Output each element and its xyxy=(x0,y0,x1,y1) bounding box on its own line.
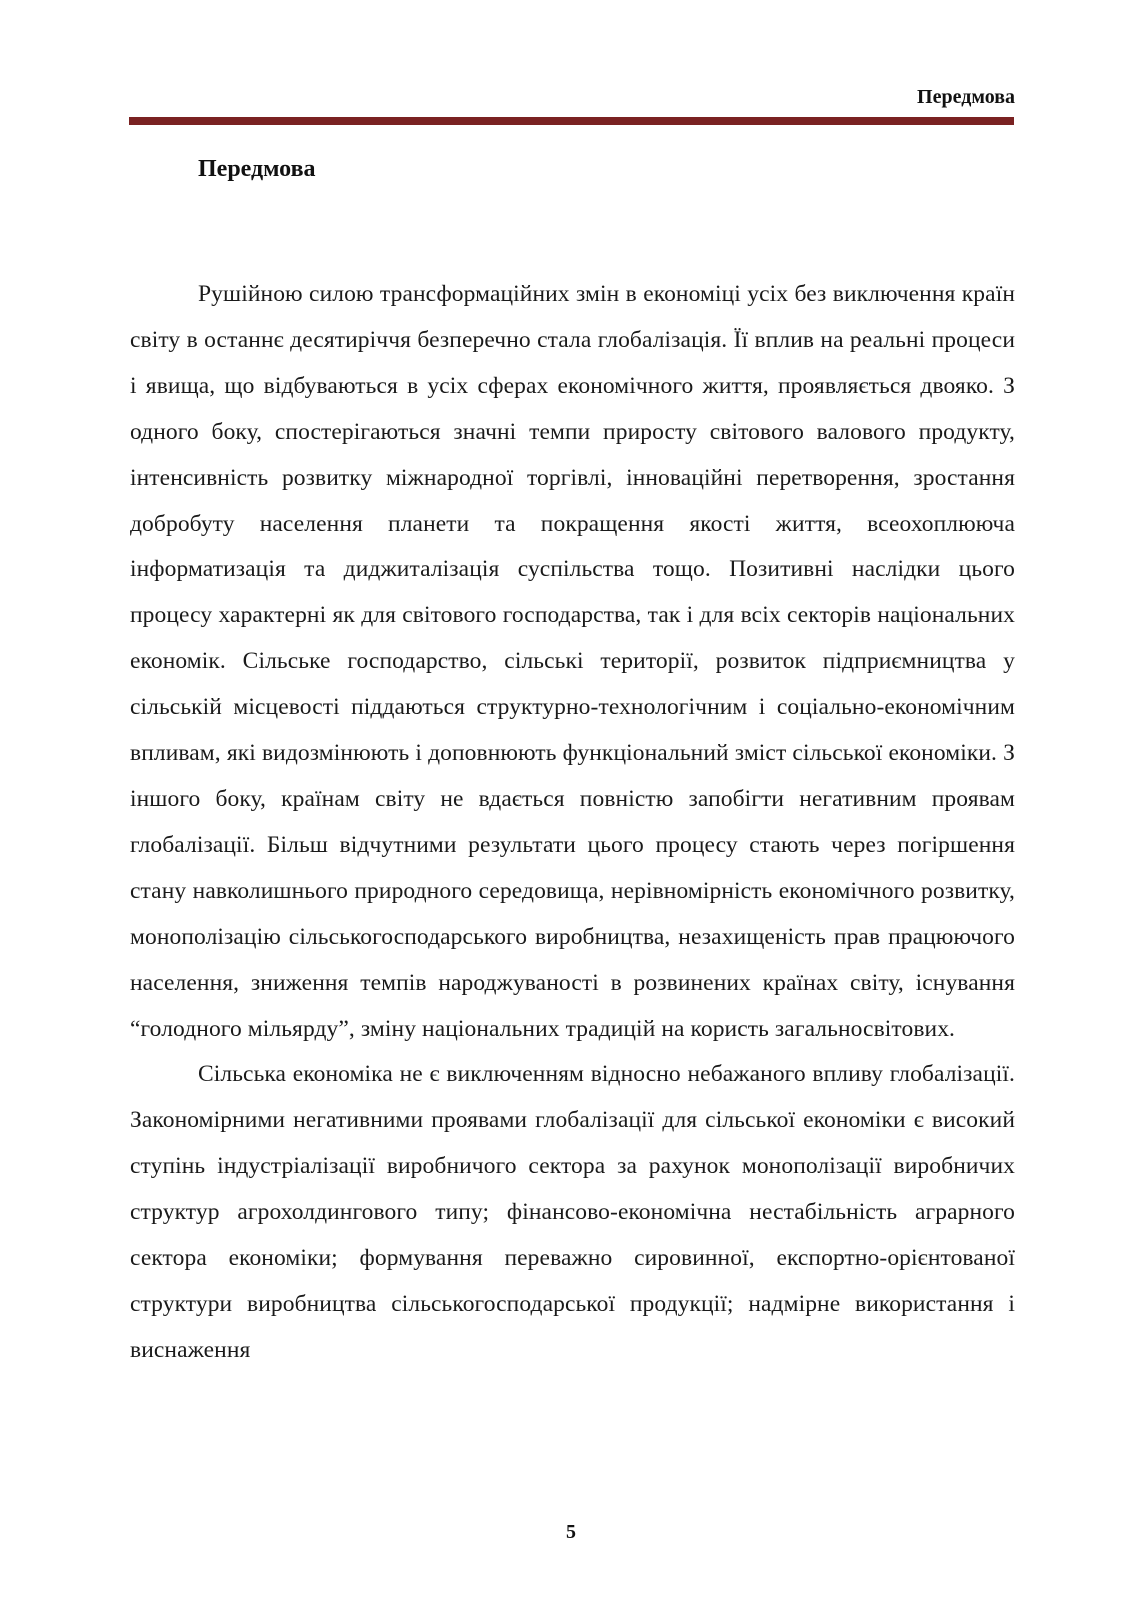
paragraph-2: Сільська економіка не є виключенням відносно небажаного впливу глобалізації. Закономірними негативними проявами глобалізації для сільської економіки є високий ступінь індустріалізації виробничого сектора за рахунок монополізації виробничих структур агрохолдингового типу; фінансово-економічна нестабільність аграрного сектора економіки; формування переважно сировинної, експортно-орієнтованої структури виробництва сільськогосподарської продукції; надмірне використання і виснаження xyxy=(130,1061,1015,1363)
body-text xyxy=(130,272,1015,1374)
page-number: 5 xyxy=(566,1521,576,1543)
running-header-title: Передмова xyxy=(917,86,1015,108)
chapter-title: Передмова xyxy=(198,156,316,182)
paragraph-1: Рушійною силою трансформаційних змін в економіці усіх без виключення країн світу в останнє десятиріччя безперечно стала глобалізація. Її вплив на реальні процеси і явища, що відбуваються в усіх сферах економічного життя, проявляється двояко. З одного боку, спостерігаються значні темпи приросту світового валового продукту, інтенсивність розвитку міжнародної торгівлі, інноваційні перетворення, зростання добробуту населення планети та покращення якості життя, всеохоплююча інформатизація та диджиталізація суспільства тощо. Позитивні наслідки цього процесу характерні як для світового господарства, так і для всіх секторів національних економік. Сільське господарство, сільські території, розвиток підприємництва у сільській місцевості піддаються структурно-технологічним і соціально-економічним впливам, які видозмінюють і доповнюють функціональний зміст сільської економіки. З іншого боку, країнам світу не вдається повністю запобігти негативним проявам глобалізації. Більш відчутними результати цього процесу стають через погіршення стану навколишнього природного середовища, нерівномірність економічного розвитку, монополізацію сільськогосподарського виробництва, незахищеність прав працюючого населення, зниження темпів народжуваності в розвинених країнах світу, існування “голодного мільярду”, зміну національних традицій на користь загальносвітових. xyxy=(130,281,1015,1042)
header-divider xyxy=(129,117,1014,125)
